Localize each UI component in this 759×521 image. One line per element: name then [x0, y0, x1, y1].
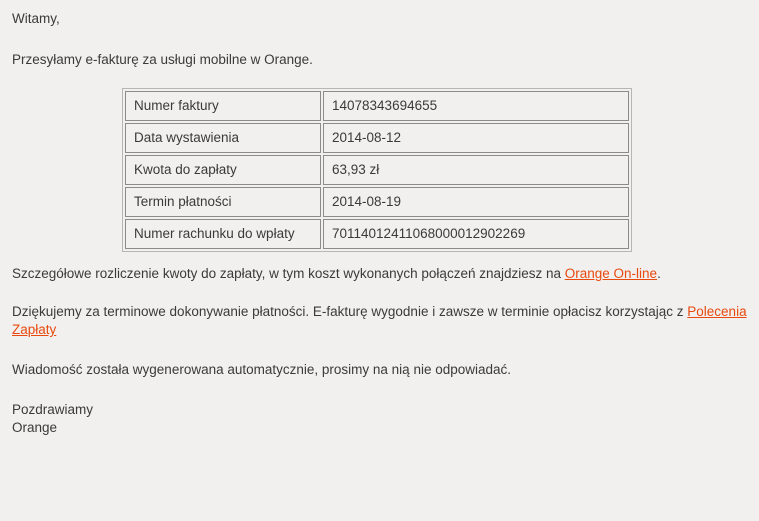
table-row	[125, 155, 629, 185]
details-paragraph	[12, 265, 747, 283]
spacer	[12, 38, 747, 51]
auto-generated-notice: Wiadomość została wygenerowana automatycznie, prosimy na nią nie odpowiadać.	[12, 362, 512, 377]
polecenie-zaplaty-link[interactable]: Polecenia Zapłaty	[12, 304, 747, 337]
details-text-after-link: .	[657, 266, 661, 281]
table-row	[125, 187, 629, 217]
intro-text: Przesyłamy e-fakturę za usługi mobilne w Orange.	[12, 52, 313, 67]
table-row	[125, 91, 629, 121]
row-value-payment-deadline: 2014-08-19	[323, 187, 629, 217]
row-value-amount-due: 63,93 zł	[323, 155, 629, 185]
spacer	[12, 293, 747, 303]
orange-online-link[interactable]: Orange On-line	[564, 266, 658, 281]
spacer	[12, 252, 747, 265]
row-label-issue-date: Data wystawienia	[125, 123, 321, 153]
row-value-invoice-number: 14078343694655	[323, 91, 629, 121]
spacer	[12, 349, 747, 361]
direct-debit-text-before-link: Dziękujemy za terminowe dokonywanie płatności. E-fakturę wygodnie i zawsze w terminie opłacisz korzystając z	[12, 304, 688, 319]
invoice-table-body	[125, 91, 629, 249]
sign-off-text: Pozdrawiamy	[12, 402, 94, 417]
row-value-issue-date: 2014-08-12	[323, 123, 629, 153]
details-text-before-link: Szczegółowe rozliczenie kwoty do zapłaty, w tym koszt wykonanych połączeń znajdziesz na	[12, 266, 565, 281]
spacer	[12, 389, 747, 401]
greeting-text: Witamy,	[12, 11, 60, 26]
sender-name: Orange	[12, 420, 58, 435]
row-label-invoice-number: Numer faktury	[125, 91, 321, 121]
table-row	[125, 123, 629, 153]
direct-debit-paragraph	[12, 303, 747, 339]
table-row	[125, 219, 629, 249]
row-label-amount-due: Kwota do zapłaty	[125, 155, 321, 185]
row-value-account-number: 70114012411068000012902269	[323, 219, 629, 249]
row-label-account-number: Numer rachunku do wpłaty	[125, 219, 321, 249]
spacer	[12, 79, 747, 88]
row-label-payment-deadline: Termin płatności	[125, 187, 321, 217]
invoice-summary-table	[122, 88, 632, 252]
